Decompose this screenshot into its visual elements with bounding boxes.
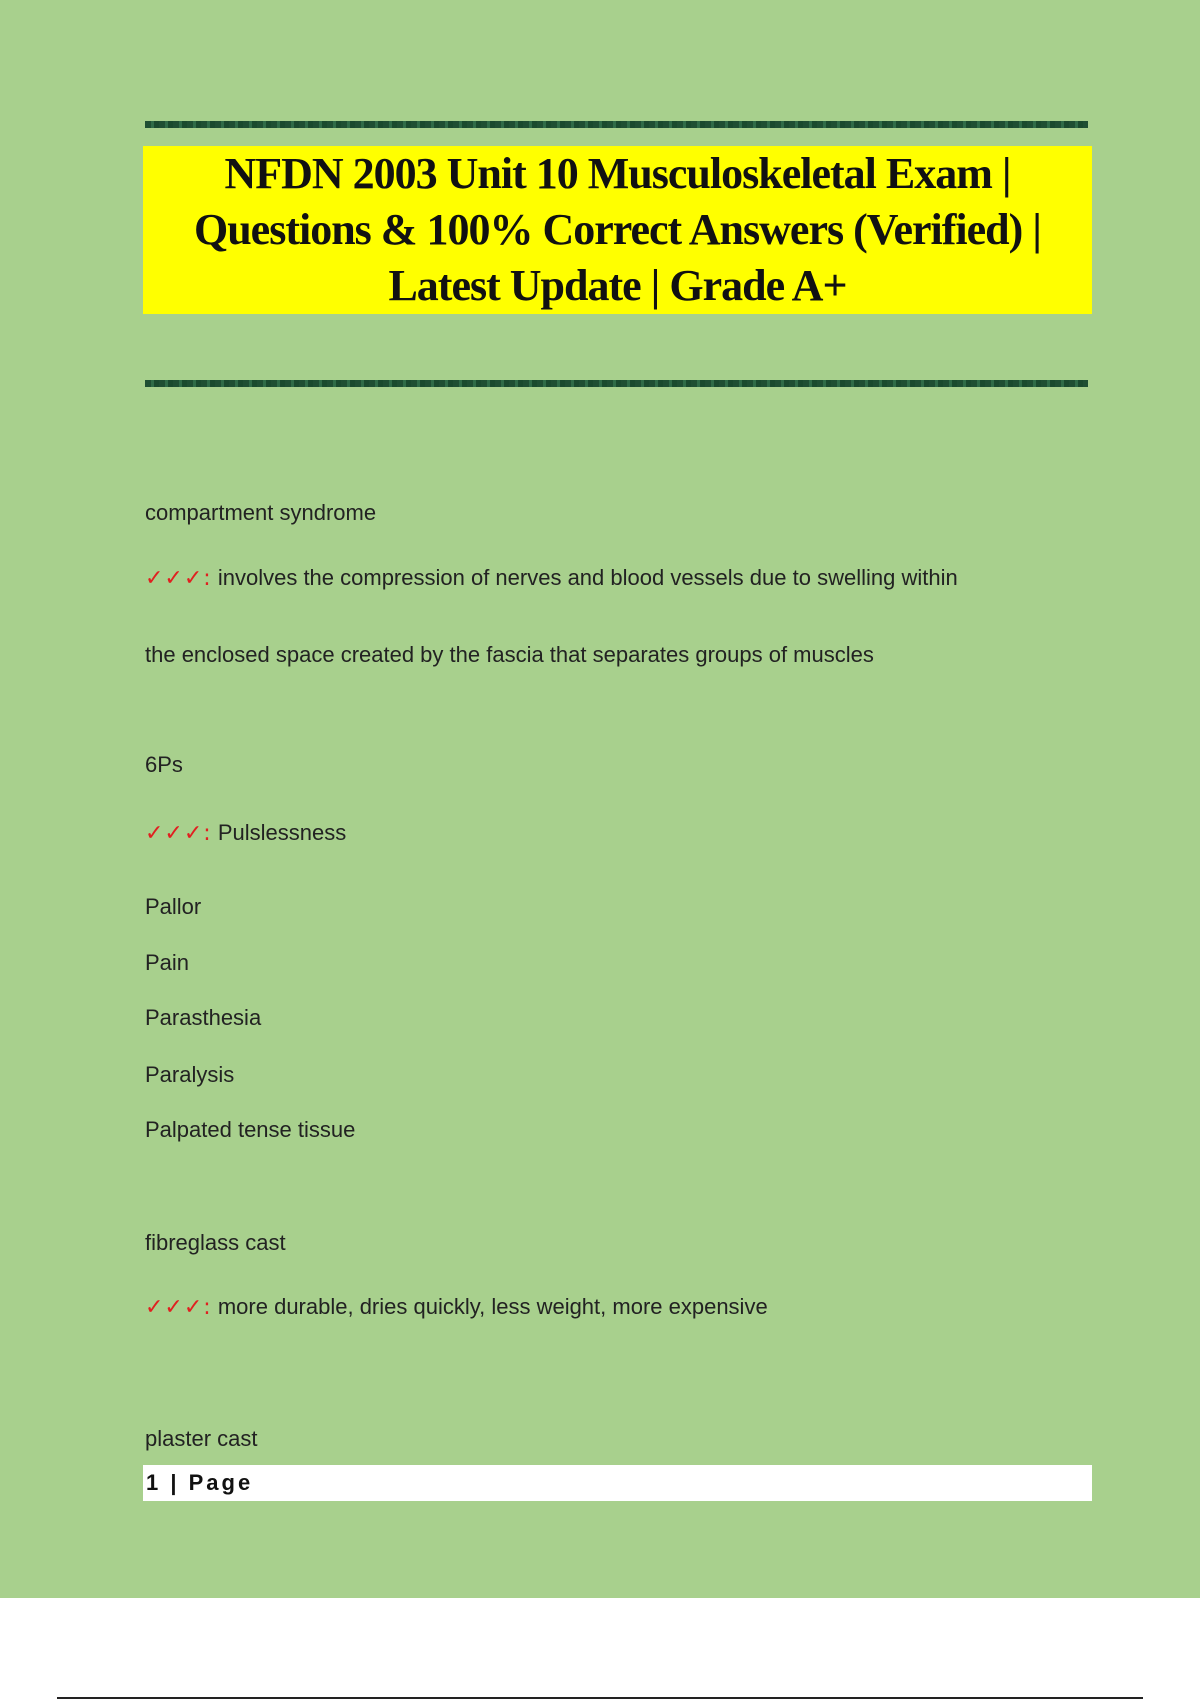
answer-text: more durable, dries quickly, less weight, more expensive <box>217 1294 768 1319</box>
answer-text: involves the compression of nerves and blood vessels due to swelling within <box>217 565 958 590</box>
list-item: Pallor <box>145 894 202 919</box>
check-mark-icon: ✓✓✓: <box>145 1295 212 1320</box>
list-item: Parasthesia <box>145 1005 262 1030</box>
answer-continuation: the enclosed space created by the fascia that separates groups of muscles <box>145 642 874 667</box>
bottom-divider <box>145 380 1088 387</box>
answer-text: Pulslessness <box>217 820 347 845</box>
question-6ps: 6Ps <box>145 752 183 777</box>
question-fibreglass-cast: fibreglass cast <box>145 1230 286 1255</box>
answer-compartment-syndrome <box>145 565 958 591</box>
title-banner <box>143 146 1092 314</box>
list-item: Palpated tense tissue <box>145 1117 356 1142</box>
check-mark-icon: ✓✓✓: <box>145 566 212 591</box>
list-item: Paralysis <box>145 1062 235 1087</box>
question-compartment-syndrome: compartment syndrome <box>145 500 377 525</box>
page-footer <box>143 1465 1092 1501</box>
next-page-divider <box>57 1697 1143 1699</box>
document-title: NFDN 2003 Unit 10 Musculoskeletal Exam | Questions & 100% Correct Answers (Verified) | Latest Update | Grade A+ <box>193 149 1041 310</box>
list-item: Pain <box>145 950 190 975</box>
answer-fibreglass-cast <box>145 1294 768 1320</box>
top-divider <box>145 121 1088 128</box>
answer-6ps <box>145 820 346 846</box>
page-number: 1 | Page <box>146 1470 254 1495</box>
check-mark-icon: ✓✓✓: <box>145 821 212 846</box>
question-plaster-cast: plaster cast <box>145 1426 258 1451</box>
